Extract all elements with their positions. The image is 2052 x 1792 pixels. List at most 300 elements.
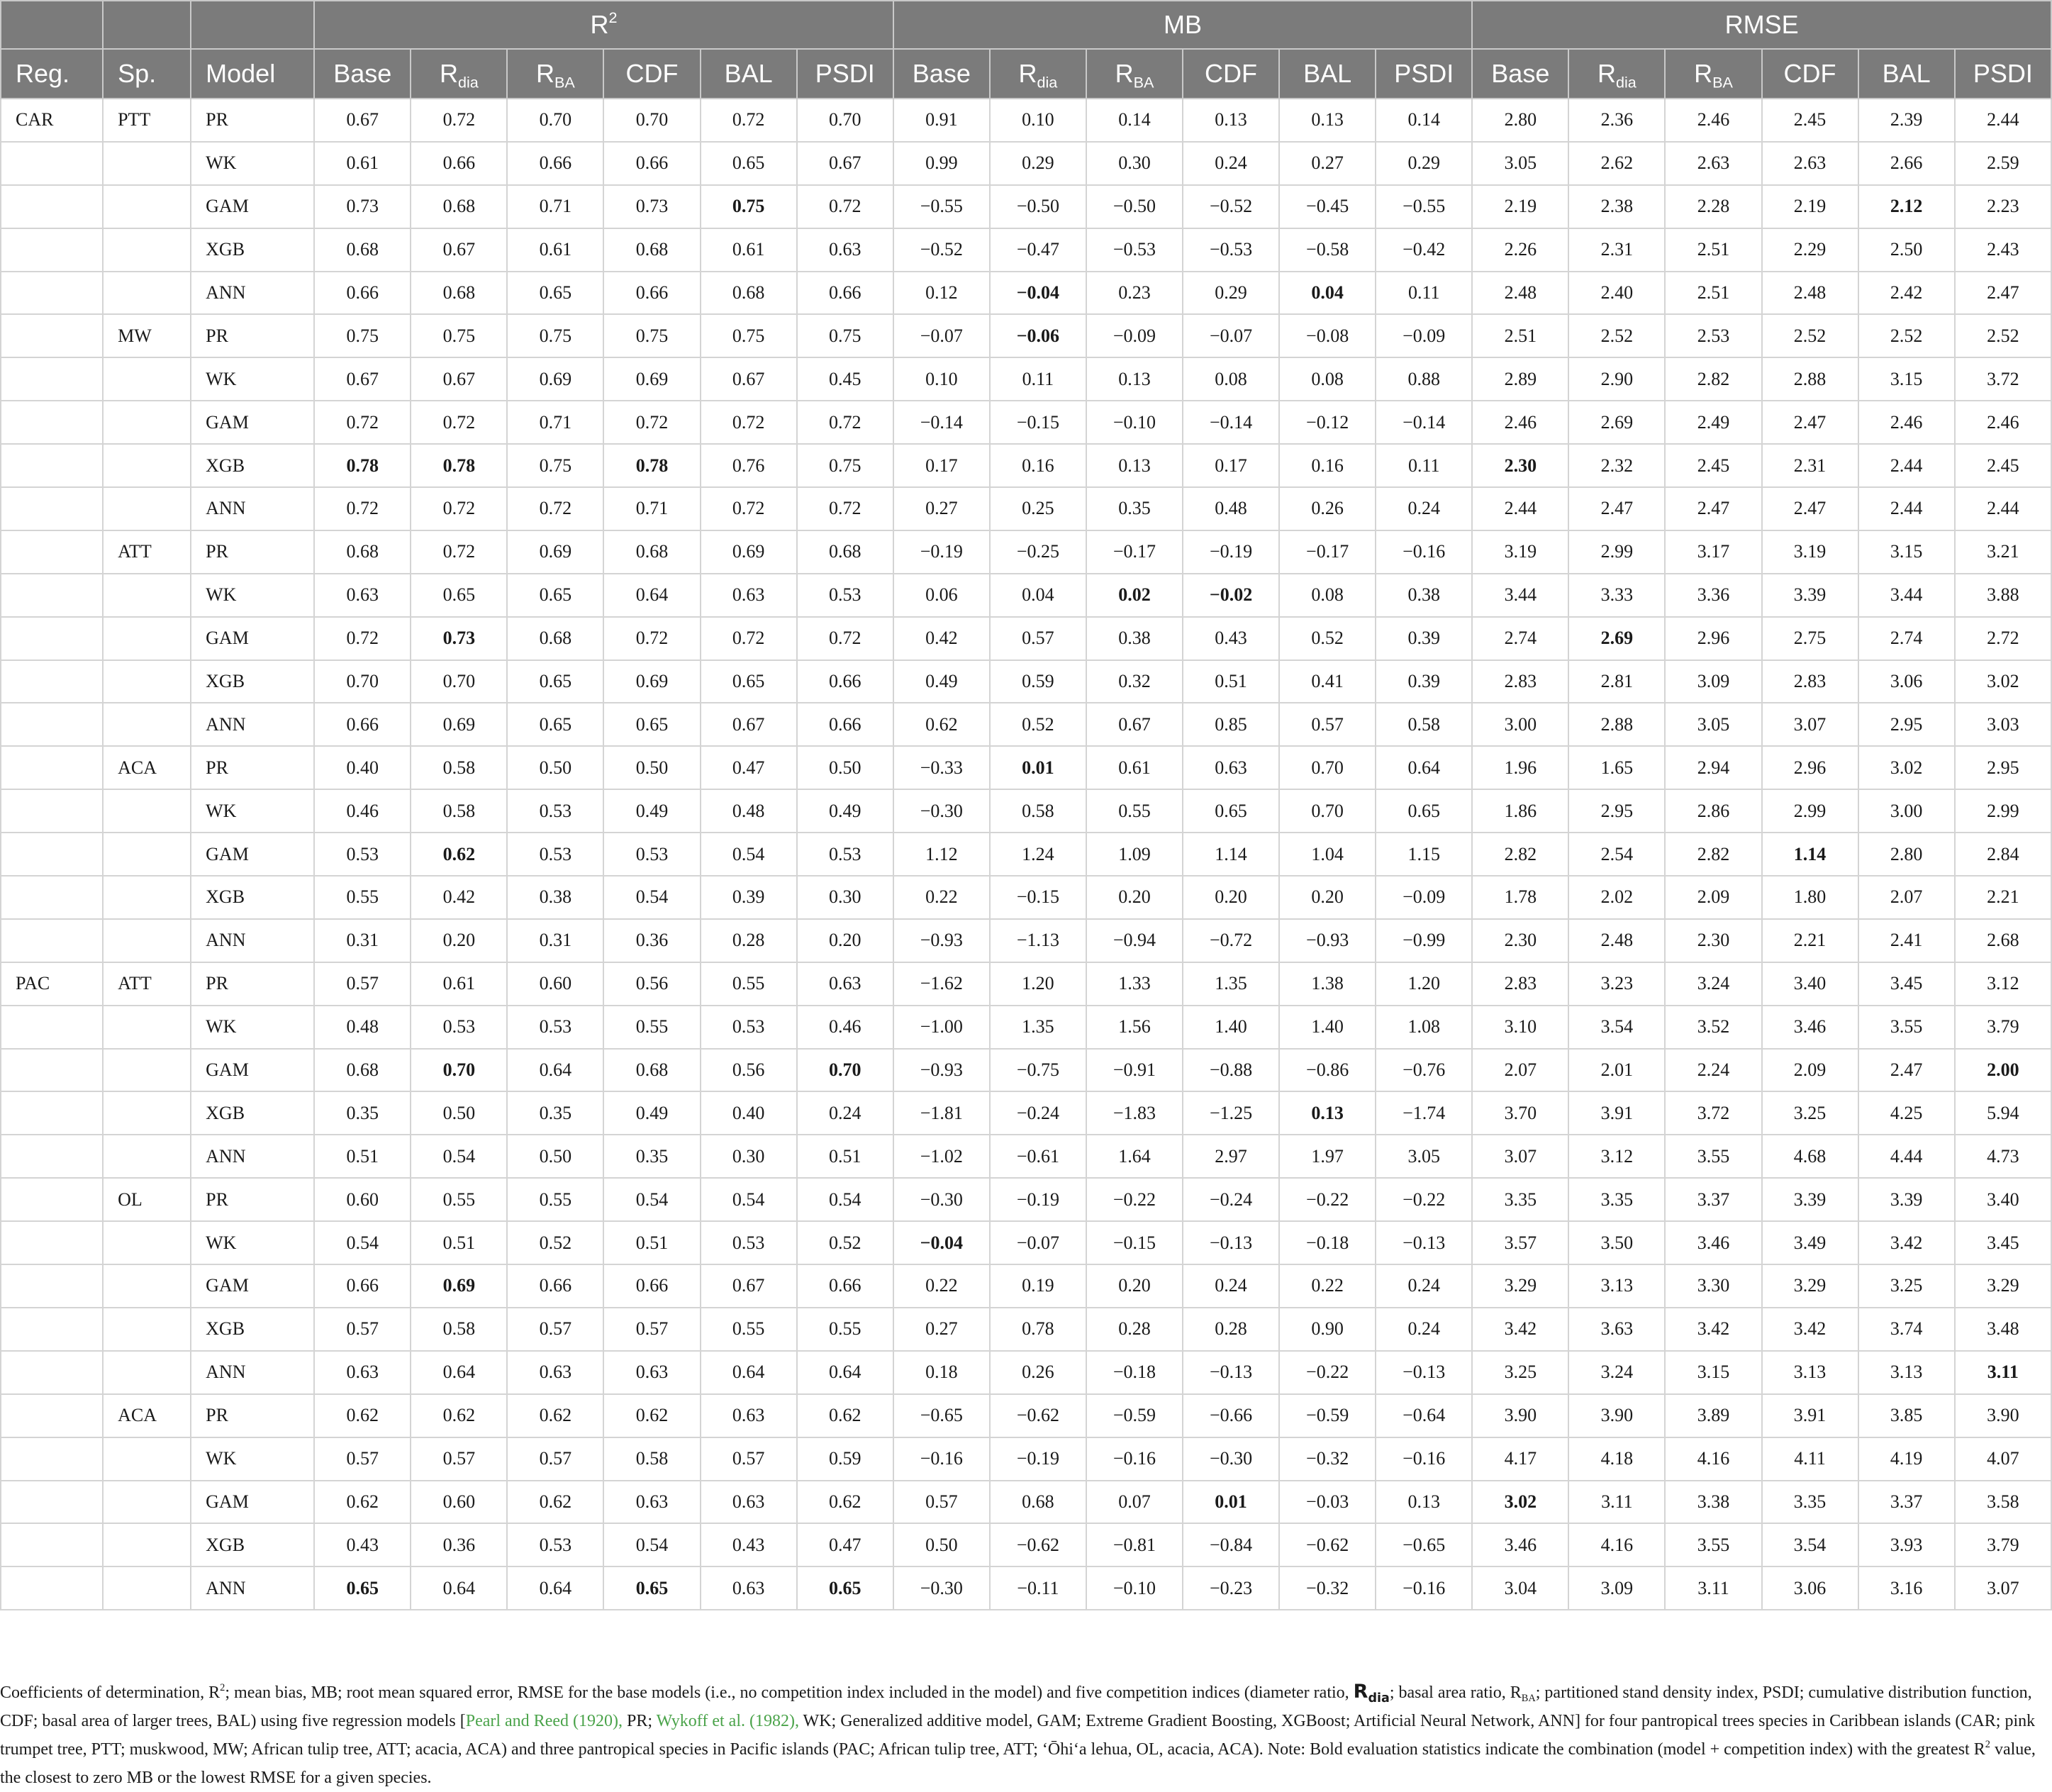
- cell-r2-value: 0.47: [701, 746, 797, 789]
- cell-r2-value: 0.72: [701, 617, 797, 660]
- cell-rmse-value: 3.93: [1858, 1523, 1955, 1566]
- table-row: [1, 919, 2051, 962]
- cell-rmse-value: 2.29: [1762, 228, 1858, 272]
- cell-mb-value: −1.81: [893, 1091, 990, 1135]
- cell-rmse-value: 2.40: [1568, 272, 1665, 315]
- cell-r2-value: 0.51: [603, 1221, 700, 1264]
- cell-r2-value: 0.64: [797, 1351, 893, 1394]
- header-rmse-col-2: $R_{BA}$: [1665, 49, 1761, 99]
- cell-r2-value: 0.71: [507, 185, 603, 228]
- cell-r2-value: 0.38: [507, 876, 603, 919]
- cell-mb-value: −0.16: [1086, 1437, 1183, 1481]
- cell-r2-value: 0.70: [603, 99, 700, 142]
- cell-mb-value: −0.53: [1086, 228, 1183, 272]
- cell-rmse-value: 3.46: [1472, 1523, 1568, 1566]
- cell-rmse-value: 2.88: [1762, 357, 1858, 401]
- cell-rmse-value: 2.52: [1858, 314, 1955, 357]
- cell-reg: [1, 1481, 103, 1524]
- cell-rmse-value: 3.42: [1472, 1308, 1568, 1351]
- cell-mb-value: 0.01: [990, 746, 1086, 789]
- cell-r2-value: 0.39: [701, 876, 797, 919]
- cell-reg: [1, 789, 103, 833]
- cell-r2-value: 0.67: [701, 357, 797, 401]
- cell-mb-value: 0.57: [1279, 703, 1376, 746]
- header-blank-reg: [1, 1, 103, 49]
- cell-rmse-value: 2.30: [1472, 919, 1568, 962]
- cell-sp: [103, 1264, 191, 1308]
- cell-model: ANN: [191, 703, 314, 746]
- cell-model: WK: [191, 1006, 314, 1049]
- cell-rmse-value: 2.00: [1955, 1049, 2051, 1092]
- cell-r2-value: 0.58: [411, 746, 507, 789]
- cell-r2-value: 0.61: [411, 962, 507, 1006]
- cell-mb-value: 0.20: [1086, 1264, 1183, 1308]
- cell-r2-value: 0.46: [314, 789, 411, 833]
- cell-rmse-value: 3.06: [1858, 660, 1955, 703]
- cell-r2-value: 0.60: [507, 962, 603, 1006]
- cell-rmse-value: 3.29: [1472, 1264, 1568, 1308]
- cell-rmse-value: 2.75: [1762, 617, 1858, 660]
- cell-r2-value: 0.68: [314, 530, 411, 574]
- cell-mb-value: −0.84: [1183, 1523, 1279, 1566]
- cell-mb-value: −0.53: [1183, 228, 1279, 272]
- cell-sp: [103, 574, 191, 617]
- cell-sp: [103, 1135, 191, 1178]
- cell-rmse-value: 3.12: [1568, 1135, 1665, 1178]
- cell-rmse-value: 2.96: [1762, 746, 1858, 789]
- cell-r2-value: 0.72: [314, 401, 411, 444]
- cell-rmse-value: 2.74: [1472, 617, 1568, 660]
- cell-r2-value: 0.75: [797, 444, 893, 487]
- cell-r2-value: 0.53: [507, 789, 603, 833]
- cell-mb-value: −0.25: [990, 530, 1086, 574]
- cell-mb-value: 0.29: [1183, 272, 1279, 315]
- cell-r2-value: 0.54: [701, 1178, 797, 1221]
- cell-r2-value: 0.65: [797, 1566, 893, 1610]
- cell-mb-value: 0.14: [1376, 99, 1472, 142]
- cell-model: GAM: [191, 185, 314, 228]
- cell-rmse-value: 3.05: [1665, 703, 1761, 746]
- cell-rmse-value: 4.11: [1762, 1437, 1858, 1481]
- cell-mb-value: −0.07: [893, 314, 990, 357]
- cell-rmse-value: 3.16: [1858, 1566, 1955, 1610]
- cell-rmse-value: 3.07: [1955, 1566, 2051, 1610]
- cell-mb-value: −0.88: [1183, 1049, 1279, 1092]
- cell-rmse-value: 3.13: [1858, 1351, 1955, 1394]
- cell-rmse-value: 2.46: [1858, 401, 1955, 444]
- cell-mb-value: 1.24: [990, 833, 1086, 876]
- cell-r2-value: 0.47: [797, 1523, 893, 1566]
- cell-mb-value: −0.86: [1279, 1049, 1376, 1092]
- cell-rmse-value: 2.19: [1762, 185, 1858, 228]
- cell-mb-value: 0.70: [1279, 746, 1376, 789]
- cell-mb-value: 0.02: [1086, 574, 1183, 617]
- cell-mb-value: 0.50: [893, 1523, 990, 1566]
- cell-model: PR: [191, 314, 314, 357]
- cell-mb-value: −0.19: [990, 1178, 1086, 1221]
- cell-rmse-value: 3.11: [1955, 1351, 2051, 1394]
- cell-reg: CAR: [1, 99, 103, 142]
- cell-mb-value: −0.23: [1183, 1566, 1279, 1610]
- table-row: [1, 617, 2051, 660]
- header-blank-model: [191, 1, 314, 49]
- cell-r2-value: 0.68: [314, 228, 411, 272]
- cell-rmse-value: 3.29: [1955, 1264, 2051, 1308]
- cell-mb-value: 1.20: [1376, 962, 1472, 1006]
- cell-mb-value: 0.88: [1376, 357, 1472, 401]
- cell-rmse-value: 2.45: [1665, 444, 1761, 487]
- cell-mb-value: 0.13: [1183, 99, 1279, 142]
- cell-r2-value: 0.62: [411, 1394, 507, 1437]
- cell-mb-value: 0.14: [1086, 99, 1183, 142]
- cell-rmse-value: 3.09: [1665, 660, 1761, 703]
- cell-sp: [103, 228, 191, 272]
- cell-rmse-value: 3.63: [1568, 1308, 1665, 1351]
- cell-mb-value: −1.74: [1376, 1091, 1472, 1135]
- cell-model: XGB: [191, 660, 314, 703]
- cell-r2-value: 0.49: [603, 1091, 700, 1135]
- cell-model: WK: [191, 789, 314, 833]
- cell-rmse-value: 2.96: [1665, 617, 1761, 660]
- cell-rmse-value: 1.78: [1472, 876, 1568, 919]
- cell-mb-value: 0.68: [990, 1481, 1086, 1524]
- cell-rmse-value: 2.09: [1665, 876, 1761, 919]
- cell-rmse-value: 1.86: [1472, 789, 1568, 833]
- cell-sp: OL: [103, 1178, 191, 1221]
- cell-mb-value: 0.24: [1376, 1264, 1472, 1308]
- cell-r2-value: 0.70: [507, 99, 603, 142]
- cell-mb-value: 1.35: [1183, 962, 1279, 1006]
- cell-rmse-value: 2.51: [1665, 272, 1761, 315]
- cell-r2-value: 0.63: [701, 1481, 797, 1524]
- cell-r2-value: 0.30: [701, 1135, 797, 1178]
- cell-mb-value: 0.61: [1086, 746, 1183, 789]
- cell-mb-value: −0.18: [1279, 1221, 1376, 1264]
- cell-reg: [1, 444, 103, 487]
- cell-r2-value: 0.54: [411, 1135, 507, 1178]
- cell-mb-value: 0.17: [1183, 444, 1279, 487]
- cell-r2-value: 0.70: [797, 1049, 893, 1092]
- cell-rmse-value: 2.12: [1858, 185, 1955, 228]
- cell-r2-value: 0.42: [411, 876, 507, 919]
- cell-r2-value: 0.72: [314, 617, 411, 660]
- cell-mb-value: 0.10: [990, 99, 1086, 142]
- cell-r2-value: 0.75: [603, 314, 700, 357]
- cell-mb-value: −0.59: [1086, 1394, 1183, 1437]
- cell-r2-value: 0.66: [797, 272, 893, 315]
- cell-rmse-value: 2.45: [1955, 444, 2051, 487]
- cell-rmse-value: 5.94: [1955, 1091, 2051, 1135]
- cell-rmse-value: 2.95: [1858, 703, 1955, 746]
- cell-r2-value: 0.36: [411, 1523, 507, 1566]
- cell-r2-value: 0.69: [603, 660, 700, 703]
- cell-rmse-value: 3.35: [1568, 1178, 1665, 1221]
- citation-link-pearl-reed[interactable]: Pearl and Reed (1920),: [465, 1712, 623, 1730]
- cell-mb-value: 0.67: [1086, 703, 1183, 746]
- table-row: [1, 1049, 2051, 1092]
- cell-r2-value: 0.43: [314, 1523, 411, 1566]
- cell-rmse-value: 1.96: [1472, 746, 1568, 789]
- cell-mb-value: 0.26: [1279, 487, 1376, 530]
- cell-r2-value: 0.65: [603, 703, 700, 746]
- cell-r2-value: 0.62: [507, 1481, 603, 1524]
- cell-mb-value: 0.42: [893, 617, 990, 660]
- cell-mb-value: −0.55: [1376, 185, 1472, 228]
- cell-mb-value: 0.22: [893, 876, 990, 919]
- cell-rmse-value: 2.52: [1568, 314, 1665, 357]
- cell-rmse-value: 3.38: [1665, 1481, 1761, 1524]
- cell-sp: ATT: [103, 530, 191, 574]
- cell-rmse-value: 3.90: [1568, 1394, 1665, 1437]
- table-row: [1, 1351, 2051, 1394]
- cell-r2-value: 0.20: [411, 919, 507, 962]
- header-r2-col-2: $R_{BA}$: [507, 49, 603, 99]
- cell-mb-value: 1.14: [1183, 833, 1279, 876]
- cell-sp: PTT: [103, 99, 191, 142]
- header-mb-col-5: PSDI: [1376, 49, 1472, 99]
- cell-mb-value: −0.18: [1086, 1351, 1183, 1394]
- cell-mb-value: 0.06: [893, 574, 990, 617]
- cell-mb-value: 0.29: [1376, 142, 1472, 185]
- cell-r2-value: 0.61: [314, 142, 411, 185]
- cell-rmse-value: 2.47: [1858, 1049, 1955, 1092]
- cell-rmse-value: 3.37: [1665, 1178, 1761, 1221]
- cell-mb-value: −0.07: [1183, 314, 1279, 357]
- cell-mb-value: 0.20: [1279, 876, 1376, 919]
- cell-r2-value: 0.20: [797, 919, 893, 962]
- cell-rmse-value: 2.50: [1858, 228, 1955, 272]
- cell-mb-value: −0.04: [893, 1221, 990, 1264]
- cell-r2-value: 0.72: [797, 185, 893, 228]
- cell-sp: [103, 660, 191, 703]
- cell-reg: [1, 1437, 103, 1481]
- cell-reg: [1, 1221, 103, 1264]
- cell-mb-value: −0.62: [1279, 1523, 1376, 1566]
- cell-reg: [1, 833, 103, 876]
- cell-rmse-value: 3.29: [1762, 1264, 1858, 1308]
- header-mb-col-3: CDF: [1183, 49, 1279, 99]
- citation-link-wykoff[interactable]: Wykoff et al. (1982),: [656, 1712, 799, 1730]
- cell-r2-value: 0.64: [411, 1566, 507, 1610]
- cell-mb-value: 0.64: [1376, 746, 1472, 789]
- cell-mb-value: 0.07: [1086, 1481, 1183, 1524]
- cell-mb-value: −0.10: [1086, 401, 1183, 444]
- cell-reg: [1, 1006, 103, 1049]
- cell-mb-value: 0.35: [1086, 487, 1183, 530]
- cell-model: ANN: [191, 1566, 314, 1610]
- cell-r2-value: 0.54: [603, 1178, 700, 1221]
- cell-rmse-value: 3.44: [1472, 574, 1568, 617]
- cell-model: XGB: [191, 444, 314, 487]
- cell-mb-value: 3.05: [1376, 1135, 1472, 1178]
- cell-rmse-value: 2.74: [1858, 617, 1955, 660]
- cell-sp: ACA: [103, 1394, 191, 1437]
- cell-model: WK: [191, 1437, 314, 1481]
- cell-model: ANN: [191, 919, 314, 962]
- cell-mb-value: 0.65: [1376, 789, 1472, 833]
- cell-mb-value: 0.22: [1279, 1264, 1376, 1308]
- cell-mb-value: 0.49: [893, 660, 990, 703]
- cell-model: XGB: [191, 876, 314, 919]
- cell-reg: [1, 272, 103, 315]
- cell-r2-value: 0.52: [797, 1221, 893, 1264]
- cell-r2-value: 0.65: [603, 1566, 700, 1610]
- cell-mb-value: 0.91: [893, 99, 990, 142]
- cell-mb-value: −0.30: [893, 1178, 990, 1221]
- cell-r2-value: 0.28: [701, 919, 797, 962]
- cell-reg: [1, 185, 103, 228]
- cell-mb-value: −0.30: [893, 789, 990, 833]
- cell-model: ANN: [191, 1351, 314, 1394]
- cell-rmse-value: 3.72: [1955, 357, 2051, 401]
- cell-r2-value: 0.78: [411, 444, 507, 487]
- cell-rmse-value: 2.80: [1858, 833, 1955, 876]
- cell-model: PR: [191, 1178, 314, 1221]
- cell-mb-value: −0.45: [1279, 185, 1376, 228]
- table-row: [1, 833, 2051, 876]
- cell-r2-value: 0.66: [507, 142, 603, 185]
- cell-r2-value: 0.72: [411, 530, 507, 574]
- cell-r2-value: 0.35: [603, 1135, 700, 1178]
- cell-sp: [103, 1049, 191, 1092]
- cell-sp: [103, 401, 191, 444]
- cell-mb-value: 0.11: [990, 357, 1086, 401]
- cell-rmse-value: 2.44: [1955, 487, 2051, 530]
- cell-r2-value: 0.78: [603, 444, 700, 487]
- cell-sp: [103, 789, 191, 833]
- cell-rmse-value: 2.19: [1472, 185, 1568, 228]
- cell-mb-value: −0.58: [1279, 228, 1376, 272]
- cell-mb-value: 1.09: [1086, 833, 1183, 876]
- cell-mb-value: 0.51: [1183, 660, 1279, 703]
- cell-r2-value: 0.75: [314, 314, 411, 357]
- cell-reg: [1, 1264, 103, 1308]
- cell-r2-value: 0.72: [314, 487, 411, 530]
- cell-rmse-value: 3.06: [1762, 1566, 1858, 1610]
- cell-mb-value: −0.55: [893, 185, 990, 228]
- cell-r2-value: 0.72: [507, 487, 603, 530]
- cell-mb-value: 0.11: [1376, 272, 1472, 315]
- cell-r2-value: 0.72: [797, 617, 893, 660]
- cell-mb-value: −0.22: [1086, 1178, 1183, 1221]
- cell-mb-value: 0.24: [1376, 487, 1472, 530]
- cell-mb-value: −0.10: [1086, 1566, 1183, 1610]
- cell-mb-value: −0.19: [893, 530, 990, 574]
- cell-r2-value: 0.76: [701, 444, 797, 487]
- cell-rmse-value: 3.50: [1568, 1221, 1665, 1264]
- cell-r2-value: 0.35: [507, 1091, 603, 1135]
- cell-rmse-value: 2.52: [1955, 314, 2051, 357]
- cell-r2-value: 0.54: [314, 1221, 411, 1264]
- table-row: [1, 1437, 2051, 1481]
- cell-rmse-value: 3.46: [1762, 1006, 1858, 1049]
- cell-r2-value: 0.63: [701, 1566, 797, 1610]
- cell-r2-value: 0.65: [701, 660, 797, 703]
- cell-rmse-value: 3.00: [1472, 703, 1568, 746]
- cell-mb-value: −0.32: [1279, 1566, 1376, 1610]
- cell-reg: [1, 357, 103, 401]
- cell-r2-value: 0.40: [314, 746, 411, 789]
- cell-rmse-value: 3.88: [1955, 574, 2051, 617]
- cell-rmse-value: 2.72: [1955, 617, 2051, 660]
- cell-mb-value: 0.41: [1279, 660, 1376, 703]
- cell-r2-value: 0.53: [603, 833, 700, 876]
- cell-mb-value: 0.52: [990, 703, 1086, 746]
- table-row: [1, 574, 2051, 617]
- cell-mb-value: 0.78: [990, 1308, 1086, 1351]
- cell-mb-value: −0.24: [1183, 1178, 1279, 1221]
- cell-mb-value: −0.06: [990, 314, 1086, 357]
- cell-sp: [103, 142, 191, 185]
- cell-rmse-value: 2.90: [1568, 357, 1665, 401]
- cell-r2-value: 0.50: [603, 746, 700, 789]
- cell-r2-value: 0.57: [701, 1437, 797, 1481]
- cell-rmse-value: 3.45: [1858, 962, 1955, 1006]
- cell-rmse-value: 3.21: [1955, 530, 2051, 574]
- cell-rmse-value: 2.21: [1762, 919, 1858, 962]
- cell-mb-value: 1.08: [1376, 1006, 1472, 1049]
- header-mb-col-2: $R_{BA}$: [1086, 49, 1183, 99]
- cell-r2-value: 0.50: [411, 1091, 507, 1135]
- cell-r2-value: 0.60: [411, 1481, 507, 1524]
- cell-rmse-value: 3.39: [1762, 574, 1858, 617]
- cell-r2-value: 0.53: [507, 833, 603, 876]
- cell-rmse-value: 2.48: [1568, 919, 1665, 962]
- cell-rmse-value: 3.57: [1472, 1221, 1568, 1264]
- cell-rmse-value: 2.07: [1858, 876, 1955, 919]
- cell-reg: [1, 142, 103, 185]
- cell-reg: [1, 1091, 103, 1135]
- table-row: [1, 703, 2051, 746]
- cell-sp: [103, 1221, 191, 1264]
- cell-rmse-value: 3.12: [1955, 962, 2051, 1006]
- cell-sp: [103, 1308, 191, 1351]
- cell-reg: [1, 574, 103, 617]
- cell-r2-value: 0.69: [411, 703, 507, 746]
- cell-rmse-value: 2.48: [1472, 272, 1568, 315]
- cell-rmse-value: 3.39: [1762, 1178, 1858, 1221]
- cell-r2-value: 0.61: [701, 228, 797, 272]
- cell-mb-value: −0.19: [1183, 530, 1279, 574]
- cell-model: ANN: [191, 487, 314, 530]
- cell-r2-value: 0.51: [797, 1135, 893, 1178]
- cell-r2-value: 0.69: [701, 530, 797, 574]
- cell-r2-value: 0.68: [411, 272, 507, 315]
- table-row: [1, 314, 2051, 357]
- cell-sp: [103, 919, 191, 962]
- cell-rmse-value: 2.59: [1955, 142, 2051, 185]
- cell-rmse-value: 3.91: [1762, 1394, 1858, 1437]
- cell-mb-value: −0.14: [1376, 401, 1472, 444]
- table-row: [1, 876, 2051, 919]
- cell-mb-value: −0.15: [1086, 1221, 1183, 1264]
- table-row: [1, 1566, 2051, 1610]
- table-row: [1, 487, 2051, 530]
- cell-r2-value: 0.63: [701, 574, 797, 617]
- cell-rmse-value: 3.15: [1665, 1351, 1761, 1394]
- cell-r2-value: 0.68: [507, 617, 603, 660]
- cell-r2-value: 0.63: [314, 574, 411, 617]
- cell-mb-value: −0.42: [1376, 228, 1472, 272]
- cell-reg: [1, 487, 103, 530]
- cell-r2-value: 0.66: [411, 142, 507, 185]
- cell-rmse-value: 2.54: [1568, 833, 1665, 876]
- cell-rmse-value: 2.62: [1568, 142, 1665, 185]
- cell-r2-value: 0.55: [701, 962, 797, 1006]
- cell-mb-value: 0.11: [1376, 444, 1472, 487]
- cell-mb-value: 1.04: [1279, 833, 1376, 876]
- cell-r2-value: 0.66: [507, 1264, 603, 1308]
